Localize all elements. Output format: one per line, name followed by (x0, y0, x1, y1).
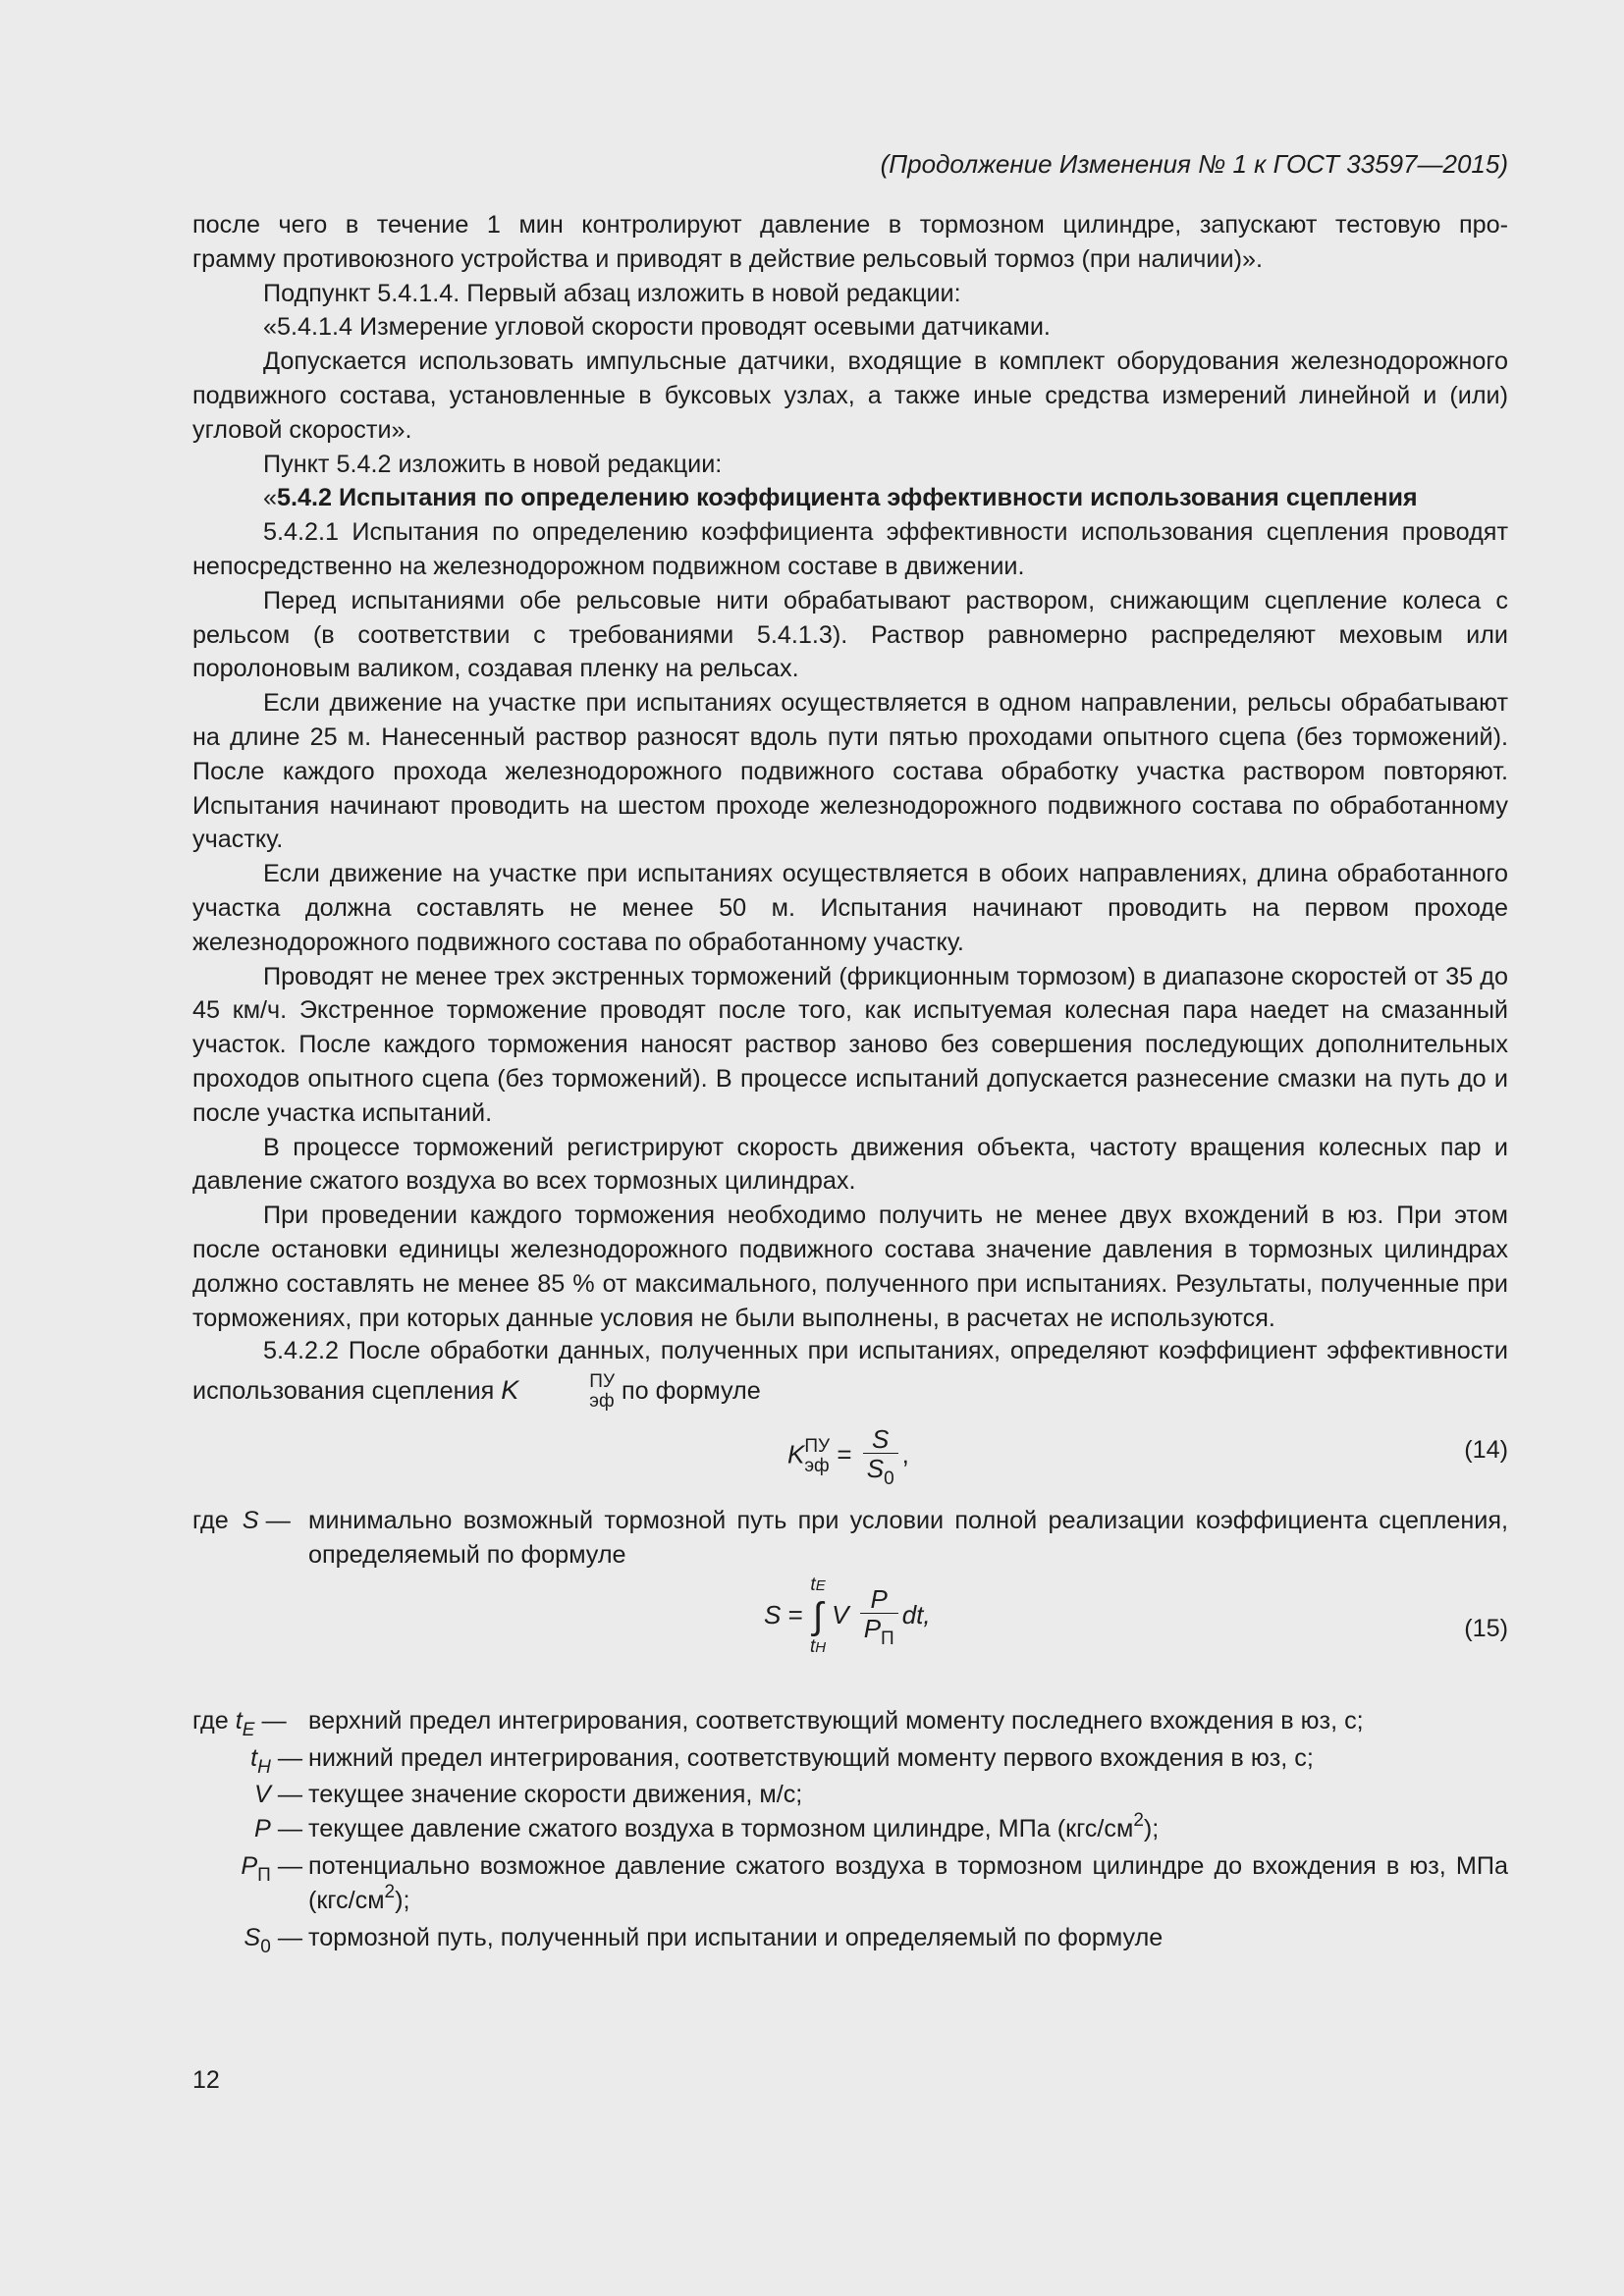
paragraph: Проводят не менее трех экстренных торможений (фрикционным тормозом) в диапазоне скоростей от 35 до 45 км/ч. Экстренное торможение проводят после того, как испытуемая колесная пара наедет на смазанный участок. После каждого торможения наносят раствор заново без совершения последующих дополнительных проходов опытного сцепа (без торможений). В процессе испытаний допускается разнесение смазки на путь до и после участка испытаний. (192, 962, 1508, 1127)
text-line: грамму противоюзного устройства и приводят в действие рельсовый тормоз (при наличии)». (192, 244, 1263, 273)
where-key (192, 1812, 308, 1849)
subscript: эф (804, 1455, 830, 1476)
text-run: по формуле (622, 1377, 761, 1406)
formula-14 (192, 1412, 1508, 1500)
dash: — (277, 1781, 302, 1809)
integral (810, 1575, 826, 1659)
where-var: V (254, 1781, 271, 1809)
quote-mark: « (263, 484, 278, 512)
equation-number: (14) (1464, 1436, 1508, 1465)
dash: — (261, 1706, 287, 1735)
dash: — (277, 1815, 302, 1843)
upper-sub: E (815, 1576, 826, 1594)
equals-sign: = (837, 1439, 852, 1469)
where-text (308, 1849, 1508, 1921)
fraction (863, 1424, 898, 1490)
where-var: P (254, 1815, 271, 1843)
den-var: P (863, 1614, 882, 1644)
dash: — (277, 1923, 302, 1951)
dash: — (277, 1851, 302, 1880)
superscript: ПУ (804, 1435, 831, 1457)
superscript: ПУ (589, 1371, 616, 1393)
where-block-2 (192, 1704, 1508, 1958)
var-k: K (787, 1439, 805, 1469)
var-k: K (501, 1375, 519, 1406)
where-key (192, 1778, 308, 1812)
sup-sub (804, 1437, 830, 1476)
where-key (192, 1921, 308, 1958)
paragraph: Подпункт 5.4.1.4. Первый абзац изложить в новой редакции: (263, 279, 961, 307)
fraction (860, 1584, 898, 1650)
dash: — (265, 1507, 291, 1535)
denominator (860, 1614, 898, 1650)
where-key (192, 1504, 308, 1573)
where-text: текущее значение скорости движения, м/с; (308, 1781, 803, 1809)
formula-15 (192, 1573, 1508, 1690)
where-text: минимально возможный тормозной путь при условии полной реализации коэффициента сцепления, определяемый по формуле (308, 1507, 1508, 1569)
where-lead: где (192, 1706, 229, 1735)
section-heading (192, 481, 1508, 515)
lower-var: t (810, 1635, 816, 1657)
sup-sub (518, 1372, 615, 1412)
paragraph: Если движение на участке при испытаниях осуществляется в обоих направлениях, длина обработанного участка должна составлять не менее 50 м. Испытания начинают проводить на первом проходе железнодорожного подвижного состава по обработанному участку. (192, 860, 1508, 956)
inline-formula-k (501, 1371, 616, 1413)
superscript: 2 (1133, 1810, 1144, 1832)
var-s: S (764, 1599, 782, 1629)
where-text: тормозной путь, полученный при испытании и определяемый по формуле (308, 1923, 1164, 1951)
paragraph (192, 208, 1508, 277)
text-run: потенциально возможное давление сжатого воздуха в тормозном цилиндре до вхождения в юз, МПа (кгс/см (308, 1851, 1508, 1914)
paragraph: При проведении каждого торможения необходимо получить не менее двух вхождений в юз. При этом после остановки единицы железнодорожного подвижного состава значение давления в тормозных цилиндрах должно составлять не менее 85 % от максимального, полученного при испытаниях. Результаты, полученные при торможениях, при которых данные условия не были выполнены, в расчетах не используются. (192, 1201, 1508, 1332)
denominator (863, 1454, 898, 1490)
var-v: V (832, 1599, 849, 1629)
text-run: ); (395, 1886, 410, 1914)
where-block-1 (192, 1504, 1508, 1573)
running-header: (Продолжение Изменения № 1 к ГОСТ 33597—2015) (880, 149, 1508, 179)
superscript: 2 (384, 1881, 396, 1902)
where-text: верхний предел интегрирования, соответствующий моменту последнего вхождения в юз, с; (308, 1706, 1364, 1735)
dt: dt, (901, 1599, 931, 1629)
upper-limit (810, 1575, 826, 1597)
where-lead: где (192, 1507, 229, 1535)
paragraph: 5.4.2.1 Испытания по определению коэффициента эффективности использования сцепления проводят непосредственно на железнодорожном подвижном составе в движении. (192, 518, 1508, 580)
lower-sub: H (815, 1638, 827, 1656)
text-run: ); (1143, 1815, 1160, 1843)
den-sub: П (881, 1629, 894, 1650)
numerator: P (860, 1585, 898, 1614)
where-var: S (244, 1923, 261, 1951)
text-run: текущее давление сжатого воздуха в тормозном цилиндре, МПа (кгс/см (308, 1815, 1134, 1843)
formula-14-body (787, 1424, 909, 1490)
body-text (192, 208, 1508, 1957)
paragraph: «5.4.1.4 Измерение угловой скорости проводят осевыми датчиками. (263, 313, 1051, 342)
where-text (308, 1812, 1508, 1849)
den-var: S (866, 1454, 885, 1484)
where-var: P (241, 1851, 258, 1880)
numerator: S (863, 1425, 898, 1454)
paragraph (192, 1331, 1508, 1412)
where-var: S (242, 1507, 259, 1535)
where-var: t (250, 1743, 258, 1772)
where-text: нижний предел интегрирования, соответствующий моменту первого вхождения в юз, с; (308, 1743, 1314, 1772)
equals-sign: = (787, 1599, 803, 1629)
where-sub: П (257, 1864, 271, 1886)
where-key (192, 1704, 308, 1741)
paragraph: Перед испытаниями обе рельсовые нити обрабатывают раствором, снижающим сцепление колеса с рельсом (в соответствии с требованиями 5.4.1.3). Раствор равномерно распределяют меховым или поролоновым валиком, создавая пленку на рельсах. (192, 586, 1508, 683)
upper-var: t (810, 1574, 816, 1595)
text-line: после чего в течение 1 мин контролируют давление в тормозном цилиндре, запускают тестовую про- (192, 211, 1508, 239)
where-var: t (235, 1706, 243, 1735)
where-sub: E (242, 1719, 255, 1740)
where-sub: H (257, 1756, 271, 1778)
integral-sign: ∫ (812, 1595, 824, 1637)
equation-number: (15) (1464, 1614, 1508, 1642)
lower-limit (810, 1636, 826, 1659)
text-run: 5.4.2.2 После обработки данных, полученных при испытаниях, определяют коэффициент эффективности использования сцепления (192, 1337, 1508, 1406)
page-number: 12 (192, 2066, 220, 2094)
where-key (192, 1849, 308, 1921)
paragraph: В процессе торможений регистрируют скорость движения объекта, частоту вращения колесных пар и давление сжатого воздуха во всех тормозных цилиндрах. (192, 1133, 1508, 1196)
where-key (192, 1741, 308, 1779)
dash: — (277, 1743, 302, 1772)
paragraph: Допускается использовать импульсные датчики, входящие в комплект оборудования железнодорожного подвижного состава, установленные в буксовых узлах, а также иные средства измерений линейной и (или) угловой скорости». (192, 347, 1508, 444)
where-sub: 0 (260, 1936, 271, 1957)
comma: , (901, 1439, 909, 1469)
subscript: эф (589, 1391, 615, 1413)
paragraph: Если движение на участке при испытаниях осуществляется в одном направлении, рельсы обрабатывают на длине 25 м. Нанесенный раствор разносят вдоль пути пятью проходами опытного сцепа (без торможений). После каждого прохода железнодорожного подвижного состава обработку участка раствором повторяют. Испытания начинают проводить на шестом проходе железнодорожного подвижного состава по обработанному участку. (192, 689, 1508, 854)
paragraph: Пункт 5.4.2 изложить в новой редакции: (263, 450, 723, 478)
den-sub: 0 (884, 1468, 894, 1490)
formula-15-body (764, 1575, 931, 1659)
section-heading-text: 5.4.2 Испытания по определению коэффициента эффективности использования сцепления (277, 484, 1418, 512)
